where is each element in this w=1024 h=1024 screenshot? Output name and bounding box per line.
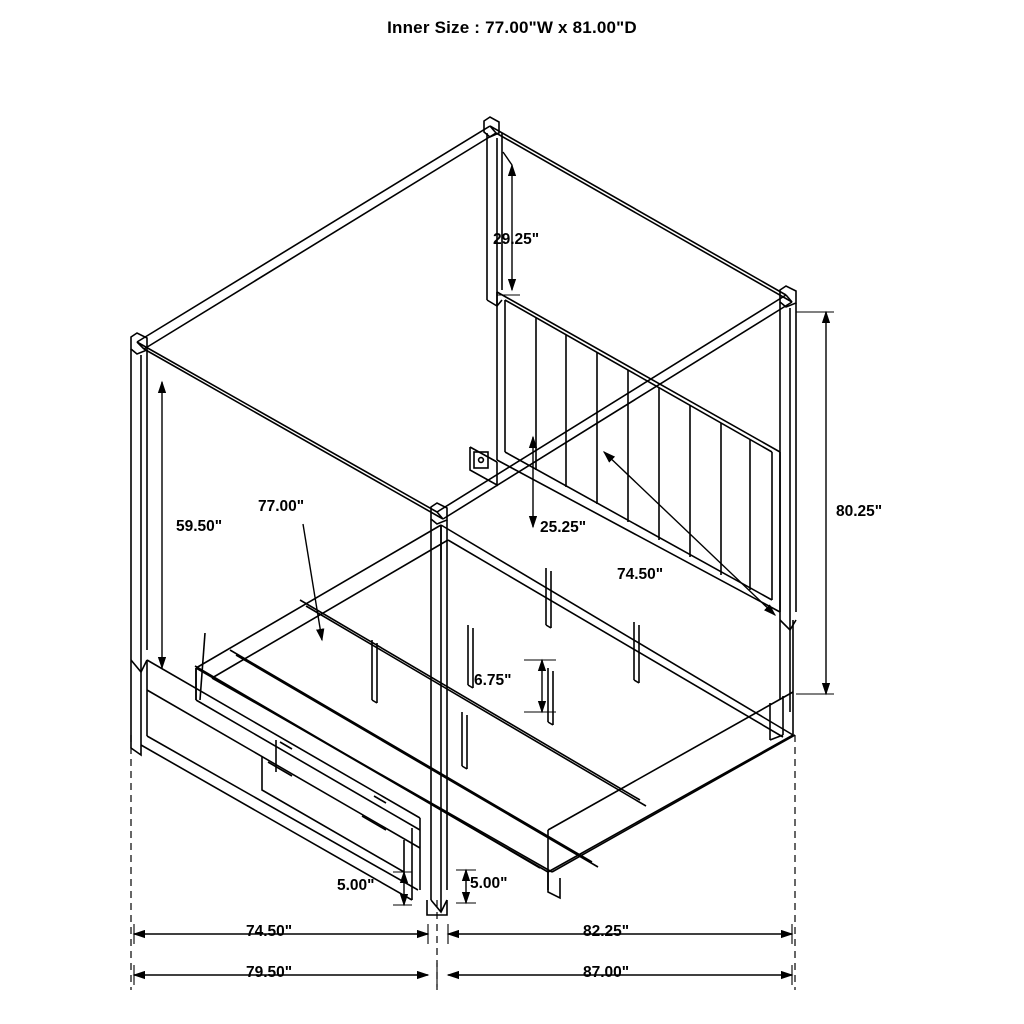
dimension-label-overall-height: 80.25"	[836, 503, 883, 520]
dimension-label-overall-depth-left: 79.50"	[246, 964, 293, 981]
dimension-label-leg-height-right: 5.00"	[470, 875, 508, 892]
dimension-label-canopy-post-top: 29.25"	[493, 231, 540, 248]
dimension-label-side-depth-right: 82.25"	[583, 923, 630, 940]
dimension-label-overall-depth-right: 87.00"	[583, 964, 630, 981]
page-title: Inner Size : 77.00"W x 81.00"D	[387, 18, 637, 37]
dimension-label-footboard-width: 74.50"	[617, 566, 664, 583]
dimension-label-inner-width: 77.00"	[258, 498, 305, 515]
dimension-label-side-depth-left: 74.50"	[246, 923, 293, 940]
dimension-label-headboard-height: 25.25"	[540, 519, 587, 536]
dimension-label-slat-clearance: 6.75"	[474, 672, 512, 689]
dimension-label-leg-height-left: 5.00"	[337, 877, 375, 894]
dimension-label-canopy-inner-height: 59.50"	[176, 518, 223, 535]
